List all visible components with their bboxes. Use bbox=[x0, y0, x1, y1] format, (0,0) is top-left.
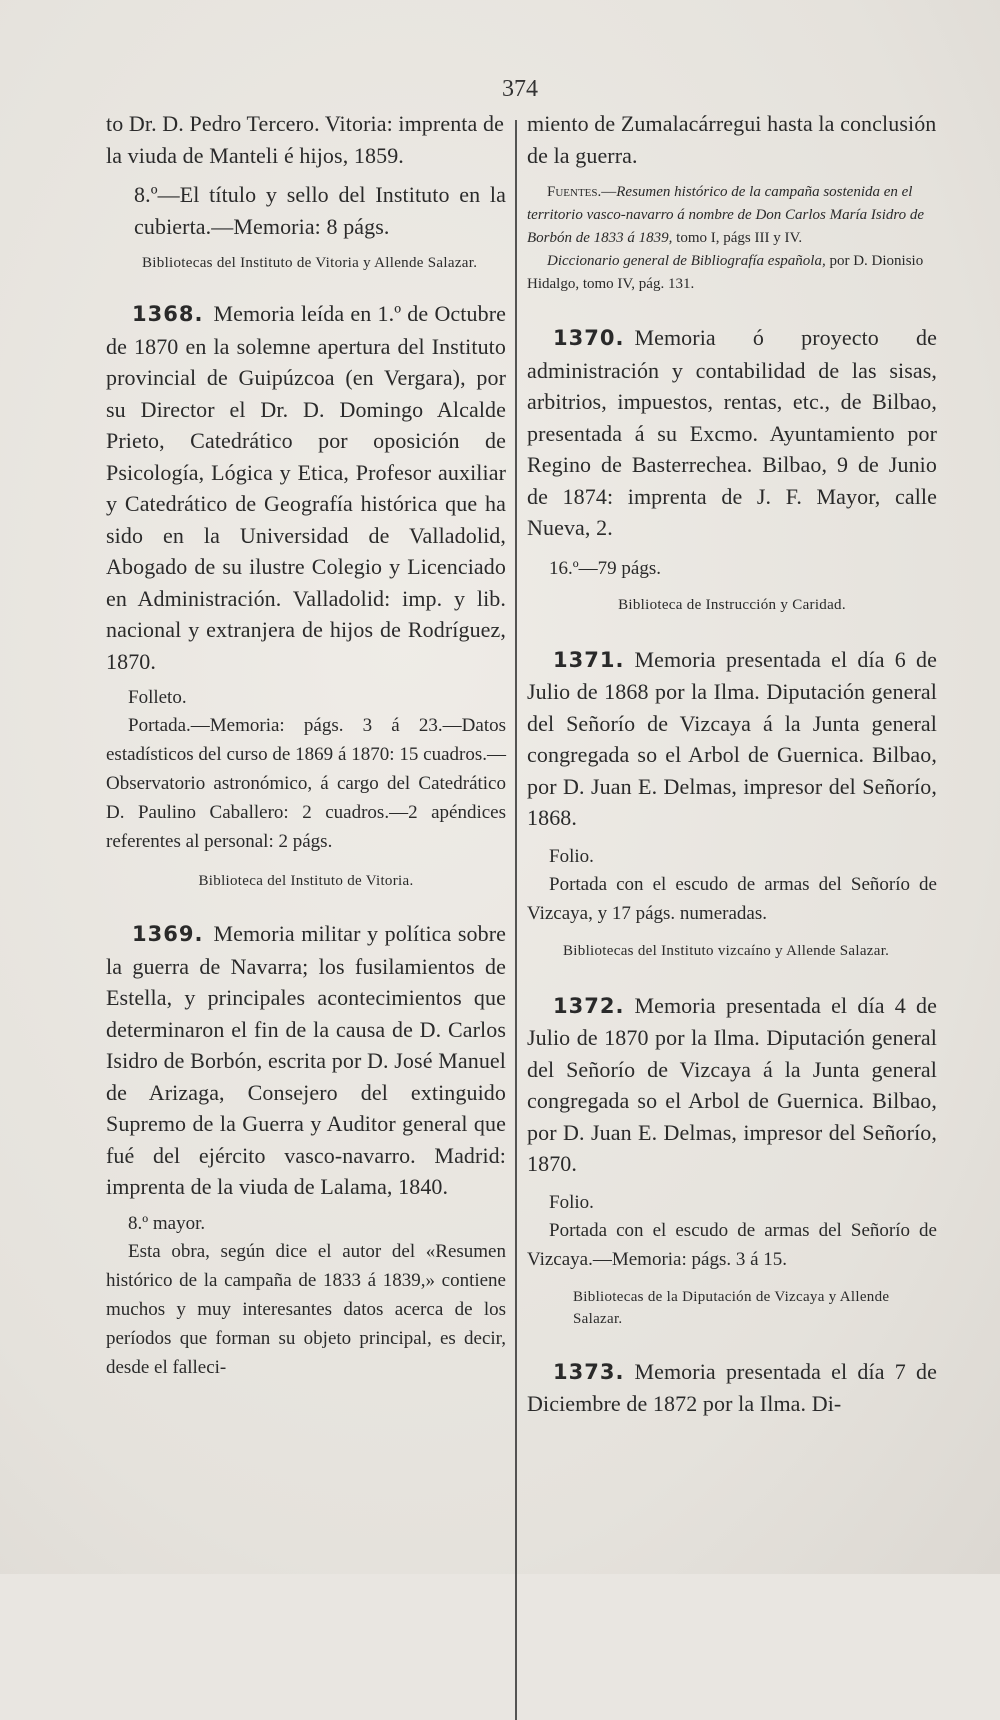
right-column bbox=[527, 108, 937, 1420]
entry-number: 1369. bbox=[132, 922, 204, 946]
entry-number: 1368. bbox=[132, 302, 204, 326]
left-column bbox=[106, 108, 506, 1382]
entry-1368 bbox=[106, 298, 506, 677]
sources: Fuentes.—Resumen histórico de la campaña sostenida en el territorio vasco-navarro á nombre de Don Carlos María Isidro de Borbón de 1833 á 1839, tomo I, págs III y IV. bbox=[527, 184, 925, 246]
entry-detail: Portada.—Memoria: págs. 3 á 23.—Datos estadísticos del curso de 1869 á 1870: 15 cuadros.—Observatorio astronómico, á cargo del Catedrático D. Paulino Caballero: 2 cuadros.—2 apéndices referentes al personal: 2 págs. bbox=[106, 715, 506, 852]
page-number: 374 bbox=[502, 76, 538, 102]
source-title: Resumen histórico de la campaña sostenida en el territorio vasco-navarro á nombre de Don Carlos María Isidro de Borbón de 1833 á 1839, bbox=[527, 184, 925, 246]
continued-entry-format: 8.º—El título y sello del Instituto en la cubierta.—Memoria: 8 págs. bbox=[134, 182, 506, 239]
entry-format: 16.º—79 págs. bbox=[549, 557, 661, 579]
entry-format: Folio. bbox=[549, 845, 594, 867]
entry-number: 1372. bbox=[553, 993, 625, 1018]
entry-number: 1371. bbox=[553, 647, 625, 672]
source-detail: tomo I, págs III y IV. bbox=[676, 230, 803, 246]
entry-text: Memoria ó proyecto de administración y contabilidad de las sisas, arbitrios, impuestos, rentas, etc., de Bilbao, presentada á su Excmo. Ayuntamiento por Regino de Basterrechea. Bilbao, 9 de Junio de 1874: imprenta de J. F. Mayor, calle Nueva, 2. bbox=[527, 325, 937, 540]
column-divider bbox=[515, 120, 517, 1720]
entry-format: Folleto. bbox=[128, 687, 187, 708]
entry-text: Memoria presentada el día 4 de Julio de 1870 por la Ilma. Diputación general del Señorío de Vizcaya á la Junta general congregada so el Arbol de Guernica. Bilbao, por D. Juan E. Delmas, impresor del Señorío, 1870. bbox=[527, 992, 937, 1176]
sources-2 bbox=[527, 250, 937, 296]
entry-library: Biblioteca de Instrucción y Caridad. bbox=[618, 596, 846, 613]
source-title: Diccionario general de Bibliografía española, bbox=[547, 253, 826, 269]
entry-format: Folio. bbox=[549, 1191, 594, 1213]
continued-entry-library: Bibliotecas del Instituto de Vitoria y Allende Salazar. bbox=[142, 255, 478, 271]
entry-1369 bbox=[106, 918, 506, 1203]
continued-entry-text: miento de Zumalacárregui hasta la conclusión de la guerra. bbox=[527, 111, 937, 168]
entry-text: Memoria presentada el día 6 de Julio de 1868 por la Ilma. Diputación general del Señorío de Vizcaya á la Junta general congregada so el Arbol de Guernica. Bilbao, por D. Juan E. Delmas, impresor del Señorío, 1868. bbox=[527, 646, 937, 830]
entry-note: Esta obra, según dice el autor del «Resumen histórico de la campaña de 1833 á 1839,» contiene muchos y muy interesantes datos acerca de los períodos que forman su objeto principal, es decir, desde el falleci- bbox=[106, 1240, 506, 1378]
entry-library: Bibliotecas de la Diputación de Vizcaya y Allende Salazar. bbox=[573, 1288, 890, 1327]
entry-number: 1373. bbox=[553, 1359, 625, 1384]
source-detail: por D. Dionisio Hidalgo, tomo IV, pág. 131. bbox=[527, 253, 924, 292]
entry-library: Biblioteca del Instituto de Vitoria. bbox=[198, 873, 414, 889]
entry-library: Bibliotecas del Instituto vizcaíno y Allende Salazar. bbox=[563, 942, 890, 959]
entry-1371 bbox=[527, 644, 937, 834]
entry-1370 bbox=[527, 322, 937, 544]
entry-1372 bbox=[527, 990, 937, 1180]
entry-text: Memoria leída en 1.º de Octubre de 1870 en la solemne apertura del Instituto provincial de Guipúzcoa (en Vergara), por su Director el Dr. D. Domingo Alcalde Prieto, Catedrático por oposición de Psicología, Lógica y Etica, Profesor auxiliar y Catedrático de Geografía histórica que ha sido en la Universidad de Valladolid, Abogado de su ilustre Colegio y Licenciado en Administración. Valladolid: imp. y lib. nacional y extranjera de hijos de Rodríguez, 1870. bbox=[106, 301, 506, 674]
entry-number: 1370. bbox=[553, 326, 625, 350]
entry-text: Memoria militar y política sobre la guerra de Navarra; los fusilamientos de Estella, y principales acontecimientos que determinaron el fin de la causa de D. Carlos Isidro de Borbón, escrita por D. José Manuel de Arizaga, Consejero del extinguido Supremo de la Guerra y Auditor general que fué del ejército vasco-navarro. Madrid: imprenta de la viuda de Lalama, 1840. bbox=[106, 921, 506, 1199]
entry-detail: Portada con el escudo de armas del Señorío de Vizcaya.—Memoria: págs. 3 á 15. bbox=[527, 1219, 937, 1270]
entry-1373 bbox=[527, 1356, 937, 1420]
entry-detail: Portada con el escudo de armas del Señorío de Vizcaya, y 17 págs. numeradas. bbox=[527, 873, 937, 924]
continued-entry-text: to Dr. D. Pedro Tercero. Vitoria: imprenta de la viuda de Manteli é hijos, 1859. bbox=[106, 111, 504, 168]
sources-label: Fuentes. bbox=[547, 184, 602, 200]
entry-format: 8.º mayor. bbox=[128, 1212, 206, 1234]
entry-text: Memoria presentada el día 7 de Diciembre de 1872 por la Ilma. Di- bbox=[527, 1358, 937, 1416]
